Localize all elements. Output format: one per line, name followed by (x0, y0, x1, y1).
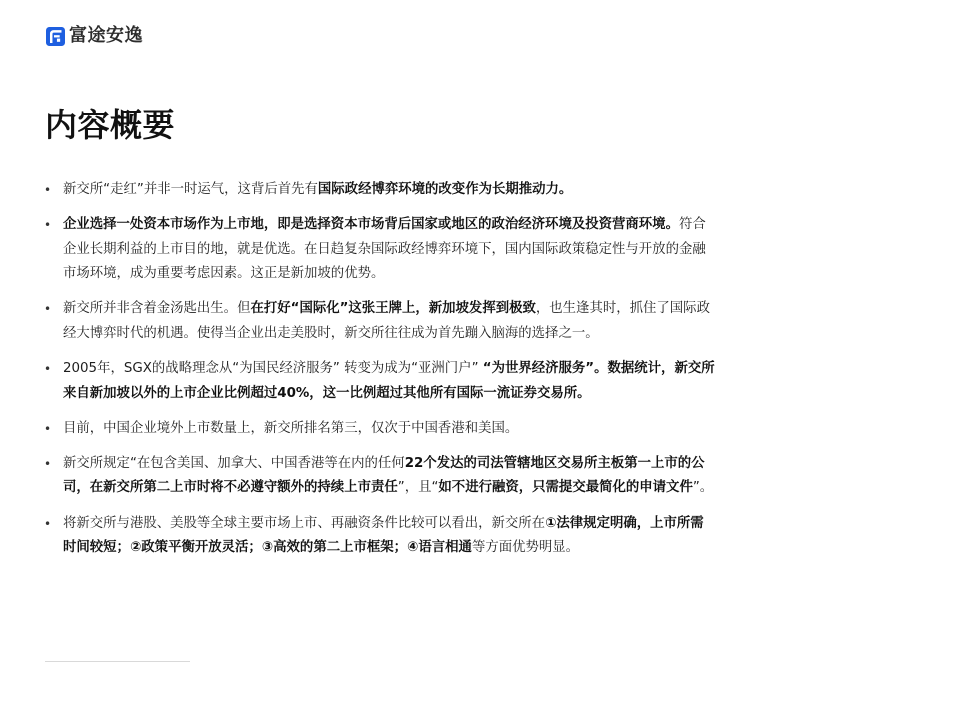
bullet-text: 将新交所与港股、美股等全球主要市场上市、再融资条件比较可以看出，新交所在 (63, 515, 546, 531)
page-title: 内容概要 (45, 106, 176, 144)
bullet-bold-text: 在打好“国际化”这张王牌上，新加坡发挥到极致 (250, 301, 536, 317)
bullet-text: 等方面优势明显。 (471, 540, 580, 556)
bullet-bold-text: “为世界经济服务”。数据统计，新交所来自新加坡以外的上市企业比例超过40%，这一比例超过其他所有国际一流证券交易所。 (63, 361, 715, 401)
bullet-bold-text: 如不进行融资，只需提交最简化的申请文件 (438, 480, 693, 496)
bullet-bold-text: 企业选择一处资本市场作为上市地，即是选择资本市场背后国家或地区的政治经济环境及投资营商环境。 (63, 217, 679, 233)
summary-bullet (44, 452, 716, 501)
bullet-text: 新交所“走红”并非一时运气，这背后首先有 (63, 182, 318, 197)
bullet-bold-text: 国际政经博弈环境的改变作为长期推动力。 (317, 182, 573, 197)
brand-name: 富途安逸 (69, 25, 143, 46)
bullet-text: ”。 (692, 480, 714, 496)
bullet-text: 新交所规定“在包含美国、加拿大、中国香港等在内的任何 (63, 455, 405, 471)
bullet-bold-text: 22个发达的司法管辖地区交易所主板第一上市的公司，在新交所第二上市时将不必遵守额外的持续上市责任 (63, 455, 705, 496)
bullet-text: ，也生逢其时，抓住了国际政经大博弈时代的机遇。使得当企业出走美股时，新交所往往成为首先蹦入脑海的选择之一。 (63, 301, 710, 341)
bullet-text: ”，且“ (397, 480, 439, 496)
summary-bullet (44, 417, 716, 442)
bullet-text: 符合企业长期利益的上市目的地，就是优选。在日趋复杂国际政经博弈环境下，国内国际政策稳定性与开放的金融市场环境，成为重要考虑因素。这正是新加坡的优势。 (63, 217, 706, 282)
summary-bullet-list (44, 178, 716, 571)
summary-bullet (44, 297, 716, 346)
summary-bullet (44, 512, 716, 561)
brand-logo (46, 26, 143, 46)
summary-bullet (44, 213, 716, 287)
bullet-text: 2005年，SGX的战略理念从“为国民经济服务” 转变为成为“亚洲门户” (63, 361, 483, 377)
bullet-bold-text: ①法律规定明确，上市所需时间较短；②政策平衡开放灵活；③高效的第二上市框架；④语言相通 (63, 515, 704, 556)
summary-bullet (44, 178, 716, 203)
futu-logo-icon (46, 27, 65, 46)
summary-bullet (44, 357, 716, 406)
bullet-text: 新交所并非含着金汤匙出生。但 (63, 301, 251, 317)
bullet-text: 目前，中国企业境外上市数量上，新交所排名第三，仅次于中国香港和美国。 (63, 420, 519, 436)
footer-divider (45, 661, 190, 662)
